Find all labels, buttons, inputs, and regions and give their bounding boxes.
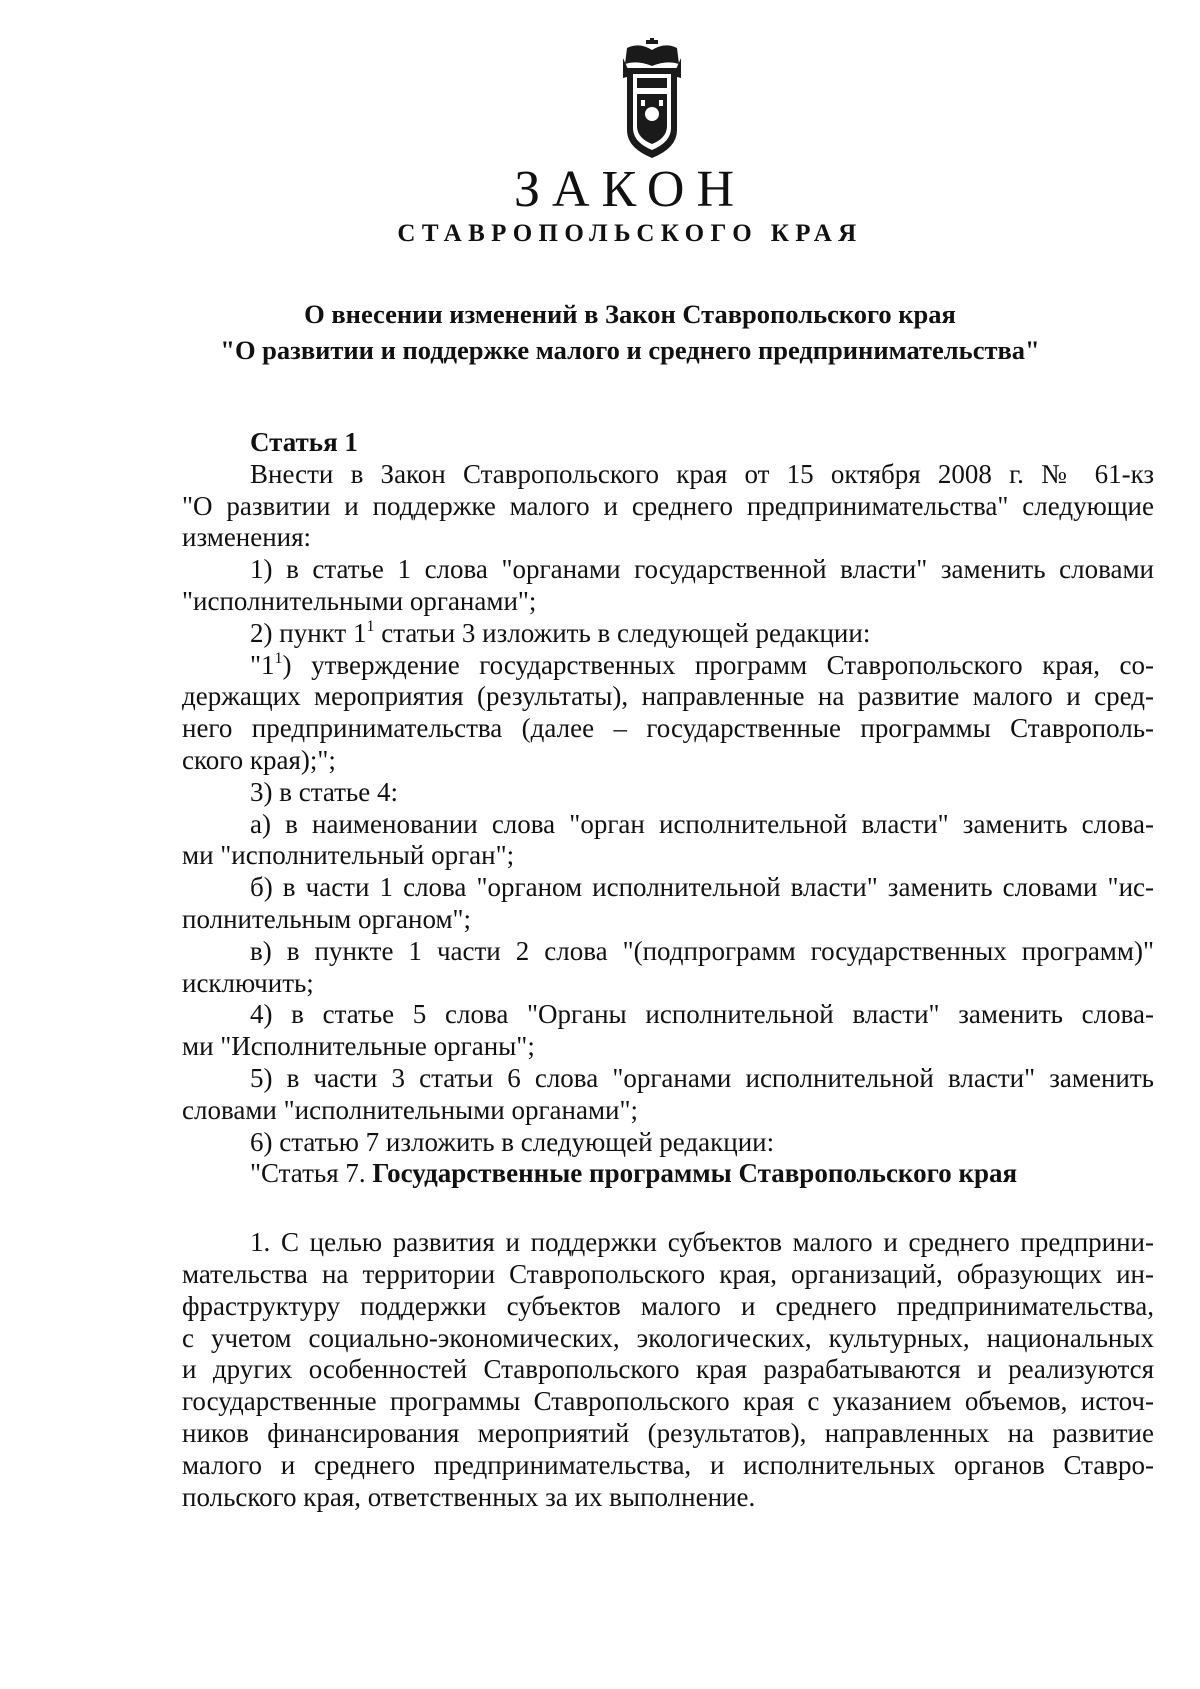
- text-line: изменения:: [182, 522, 312, 553]
- article-label: Статья 1: [250, 427, 358, 457]
- text-line: а) в наименовании слова "орган исполнительной власти" заменить слова-: [250, 808, 1154, 839]
- superscript: 1: [366, 617, 375, 635]
- text-fragment: 2) пункт 1: [250, 617, 367, 648]
- text-line: и других особенностей Ставропольского края разрабатываются и реализуются: [182, 1354, 1154, 1385]
- text-line: словами "исполнительными органами";: [182, 1094, 639, 1125]
- law-heading-line-1: О внесении изменений в Закон Ставропольского края: [304, 299, 956, 329]
- text-line: ми "Исполнительные органы";: [182, 1031, 535, 1062]
- text-line: 6) статью 7 изложить в следующей редакции:: [250, 1126, 775, 1157]
- document-body: [182, 427, 1154, 1513]
- text-line: малого и среднего предпринимательства, и исполнительных органов Ставро-: [182, 1449, 1154, 1480]
- text-line: [182, 618, 1154, 650]
- text-line: польского края, ответственных за их выполнение.: [182, 1481, 756, 1512]
- text-line: 4) в статье 5 слова "Органы исполнительной власти" заменить слова-: [250, 999, 1154, 1030]
- text-line: Внести в Закон Ставропольского края от 15 октября 2008 г. № 61-кз: [250, 458, 1154, 489]
- text-fragment: "1: [250, 649, 275, 680]
- text-line: держащих мероприятия (результаты), направленные на развитие малого и сред-: [182, 681, 1154, 712]
- text-line: 1) в статье 1 слова "органами государственной власти" заменить словами: [250, 554, 1154, 585]
- law-heading: [0, 296, 1200, 368]
- document-subtitle: СТАВРОПОЛЬСКОГО КРАЯ: [397, 220, 863, 247]
- text-line: ского края);";: [182, 744, 336, 775]
- document-title: ЗАКОН: [513, 161, 747, 218]
- text-line: 5) в части 3 статьи 6 слова "органами исполнительной власти" заменить: [250, 1062, 1154, 1093]
- article-7-title-line: [182, 1158, 1154, 1190]
- text-line: "О развитии и поддержке малого и среднего предпринимательства" следующие: [182, 490, 1154, 521]
- text-line: государственные программы Ставропольского края с указанием объемов, источ-: [182, 1386, 1154, 1417]
- text-line: 1. С целью развития и поддержки субъектов малого и среднего предприни-: [250, 1227, 1154, 1258]
- text-line: в) в пункте 1 части 2 слова "(подпрограмм государственных программ)": [250, 935, 1154, 966]
- law-heading-line-2: "О развитии и поддержке малого и среднего предпринимательства": [220, 335, 1040, 365]
- text-line: него предпринимательства (далее – государственные программы Ставрополь-: [182, 713, 1154, 744]
- text-line: полнительным органом";: [182, 903, 472, 934]
- text-line: "исполнительными органами";: [182, 585, 537, 616]
- text-line: исключить;: [182, 967, 314, 998]
- text-line: с учетом социально-экономических, экологических, культурных, национальных: [182, 1322, 1154, 1353]
- coat-of-arms-emblem: [619, 38, 685, 162]
- text-line: б) в части 1 слова "органом исполнительной власти" заменить словами "ис-: [250, 872, 1154, 903]
- text-line: мательства на территории Ставропольского края, организаций, образующих ин-: [182, 1258, 1154, 1289]
- text-line: фраструктуру поддержки субъектов малого и среднего предпринимательства,: [182, 1290, 1154, 1321]
- text-line: 3) в статье 4:: [250, 776, 398, 807]
- text-line: ников финансирования мероприятий (результатов), направленных на развитие: [182, 1417, 1154, 1448]
- superscript: 1: [274, 649, 283, 667]
- paragraph-gap: [182, 1190, 1154, 1227]
- article-7-title: Государственные программы Ставропольского края: [372, 1158, 1018, 1189]
- text-fragment: "Статья 7.: [250, 1158, 373, 1189]
- text-fragment: ) утверждение государственных программ Ставропольского края, со-: [282, 649, 1154, 680]
- text-fragment: статьи 3 изложить в следующей редакции:: [374, 617, 871, 648]
- text-line: ми "исполнительный орган";: [182, 840, 515, 871]
- text-line: [182, 650, 1154, 682]
